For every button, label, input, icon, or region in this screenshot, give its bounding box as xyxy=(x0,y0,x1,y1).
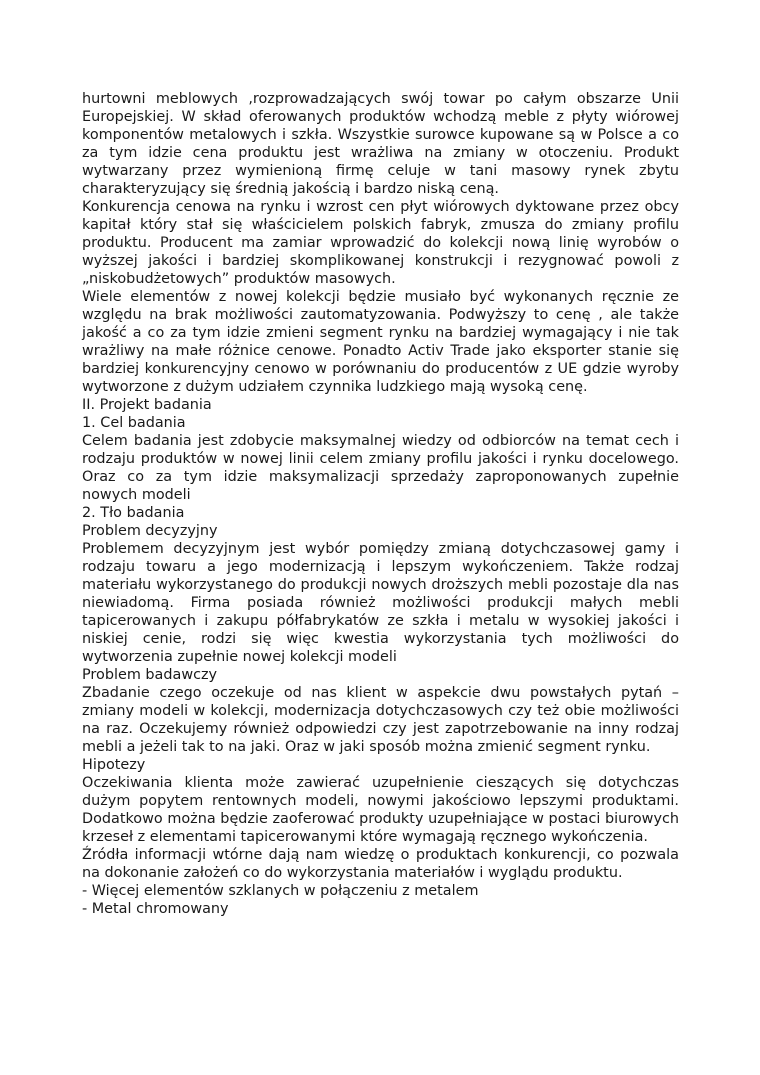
heading-research-problem: Problem badawczy xyxy=(82,667,218,683)
paragraph-research-goal: Celem badania jest zdobycie maksymalnej wiedzy od odbiorców na temat cech i rodzaju produktów w nowej linii celem zmiany profilu jakości i rynku docelowego. Oraz co za tym idzie maksymalizacji sprzedaży zaproponowanych zupełnie nowych modeli xyxy=(82,433,679,503)
heading-research-goal: 1. Cel badania xyxy=(82,415,186,431)
list-item-chrome-metal: - Metal chromowany xyxy=(82,901,229,917)
paragraph-decision-problem: Problemem decyzyjnym jest wybór pomiędzy zmianą dotychczasowej gamy i rodzaju towaru a jego modernizacją i lepszym wykończeniem. Także rodzaj materiału wykorzystanego do produkcji nowych droższych mebli pozostaje dla nas niewiadomą. Firma posiada również możliwości produkcji małych mebli tapicerowanych i zakupu półfabrykatów ze szkła i metalu w wysokiej jakości i niskiej cenie, rodzi się więc kwestia wykorzystania tych możliwości do wytworzenia zupełnie nowej kolekcji modeli xyxy=(82,541,679,665)
paragraph-hypotheses: Oczekiwania klienta może zawierać uzupełnienie cieszących się dotychczas dużym popytem rentownych modeli, nowymi jakościowo lepszymi produktami. Dodatkowo można będzie zaoferować produkty uzupełniające w postaci biurowych krzeseł z elementami tapicerowanymi które wymagają ręcznego wykończenia. xyxy=(82,775,679,845)
document-page xyxy=(82,90,679,918)
paragraph-intro-company: hurtowni meblowych ,rozprowadzających swój towar po całym obszarze Unii Europejskiej. W skład oferowanych produktów wchodzą meble z płyty wiórowej komponentów metalowych i szkła. Wszystkie surowce kupowane są w Polsce a co za tym idzie cena produktu jest wrażliwa na zmiany w otoczeniu. Produkt wytwarzany przez wymienioną firmę celuje w tani masowy rynek zbytu charakteryzujący się średnią jakością i bardzo niską ceną. xyxy=(82,91,679,197)
heading-research-project: II. Projekt badania xyxy=(82,397,212,413)
heading-research-background: 2. Tło badania xyxy=(82,505,185,521)
paragraph-research-problem: Zbadanie czego oczekuje od nas klient w aspekcie dwu powstałych pytań – zmiany modeli w kolekcji, modernizacja dotychczasowych czy też obie możliwości na raz. Oczekujemy również odpowiedzi czy jest zapotrzebowanie na inny rodzaj mebli a jeżeli tak to na jaki. Oraz w jaki sposób można zmienić segment rynku. xyxy=(82,685,679,755)
paragraph-manual-elements: Wiele elementów z nowej kolekcji będzie musiało być wykonanych ręcznie ze względu na brak możliwości zautomatyzowania. Podwyższy to cenę , ale także jakość a co za tym idzie zmieni segment rynku na bardziej wymagający i nie tak wrażliwy na małe różnice cenowe. Ponadto Activ Trade jako eksporter stanie się bardziej konkurencyjny cenowo w porównaniu do producentów z UE gdzie wyroby wytworzone z dużym udziałem czynnika ludzkiego mają wysoką cenę. xyxy=(82,289,679,395)
list-item-glass-metal: - Więcej elementów szklanych w połączeniu z metalem xyxy=(82,883,479,899)
paragraph-secondary-sources: Źródła informacji wtórne dają nam wiedzę o produktach konkurencji, co pozwala na dokonanie założeń co do wykorzystania materiałów i wyglądu produktu. xyxy=(82,847,679,881)
heading-decision-problem: Problem decyzyjny xyxy=(82,523,218,539)
paragraph-price-competition: Konkurencja cenowa na rynku i wzrost cen płyt wiórowych dyktowane przez obcy kapitał który stał się właścicielem polskich fabryk, zmusza do zmiany profilu produktu. Producent ma zamiar wprowadzić do kolekcji nową linię wyrobów o wyższej jakości i bardziej skomplikowanej konstrukcji i rezygnować powoli z „niskobudżetowych” produktów masowych. xyxy=(82,199,679,287)
heading-hypotheses: Hipotezy xyxy=(82,757,146,773)
